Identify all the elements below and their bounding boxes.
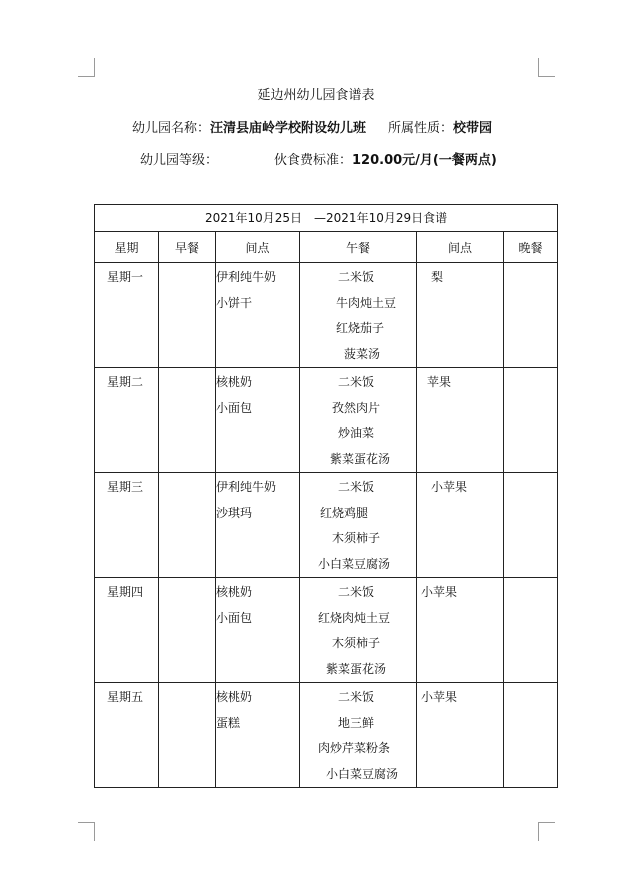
dinner-cell [504,683,558,788]
lunch-item: 二米饭 [338,375,375,389]
snack-morning-cell-content [216,368,299,421]
weekday-label: 星期一 [107,270,144,284]
snack-morning-cell-content [216,473,299,526]
weekday-cell [95,368,159,473]
lunch-item: 木须柿子 [332,531,381,545]
snack-afternoon-item: 小苹果 [421,585,458,599]
lunch-cell-content [300,368,416,472]
fee-standard-line [274,152,497,170]
lunch-item: 二米饭 [338,480,375,494]
lunch-cell-content [300,578,416,682]
lunch-item: 二米饭 [338,585,375,599]
snack-morning-item: 伊利纯牛奶 [216,270,277,284]
snack-afternoon-cell [417,683,504,788]
lunch-item: 牛肉炖土豆 [336,295,397,310]
snack-morning-cell [216,578,300,683]
lunch-item: 孜然肉片 [332,400,381,415]
header-dinner: 晚餐 [504,232,558,263]
grade-label: 幼儿园等级： [140,153,219,168]
breakfast-cell-content [159,473,215,475]
lunch-item: 小白菜豆腐汤 [326,766,399,781]
snack-afternoon-cell [417,473,504,578]
name-label: 幼儿园名称： [132,121,211,136]
snack-morning-item: 蛋糕 [216,715,241,730]
breakfast-cell [159,368,216,473]
crop-mark-top-right [538,58,555,77]
snack-morning-cell-content [216,683,299,736]
lunch-item: 红烧鸡腿 [320,505,369,520]
dinner-cell-content [504,473,557,475]
header-snack-morning: 间点 [216,232,300,263]
nature-value: 校带园 [453,121,493,136]
snack-afternoon-cell-content [417,578,503,606]
lunch-cell [300,473,417,578]
snack-afternoon-cell [417,263,504,368]
weekday-cell-content [95,578,158,606]
lunch-item: 肉炒芹菜粉条 [318,741,391,755]
header-breakfast: 早餐 [159,232,216,263]
lunch-item: 地三鲜 [338,715,375,730]
kindergarten-nature-line [388,120,492,138]
snack-morning-cell [216,368,300,473]
table-caption: 2021年10月25日 —2021年10月29日食谱 [95,205,558,232]
table-row [95,683,558,788]
snack-afternoon-item: 苹果 [427,375,452,389]
breakfast-cell [159,578,216,683]
weekday-cell-content [95,368,158,396]
snack-afternoon-cell-content [417,263,503,291]
weekday-cell [95,683,159,788]
dinner-cell [504,263,558,368]
weekday-label: 星期四 [107,585,144,599]
snack-morning-cell-content [216,263,299,316]
snack-morning-cell [216,263,300,368]
lunch-item: 木须柿子 [332,636,381,650]
fee-label: 伙食费标准： [274,153,353,168]
dinner-cell-content [504,263,557,265]
snack-morning-item: 沙琪玛 [216,505,253,520]
weekday-cell-content [95,683,158,711]
weekday-cell [95,578,159,683]
dinner-cell [504,578,558,683]
weekday-label: 星期五 [107,690,144,704]
snack-afternoon-cell-content [417,473,503,501]
lunch-cell-content [300,683,416,787]
breakfast-cell [159,473,216,578]
snack-morning-item: 小饼干 [216,295,253,310]
lunch-cell [300,683,417,788]
snack-afternoon-item: 小苹果 [431,480,468,494]
lunch-item: 紫菜蛋花汤 [326,661,387,676]
snack-afternoon-cell [417,578,504,683]
lunch-cell [300,368,417,473]
snack-morning-item: 伊利纯牛奶 [216,480,277,494]
fee-value: 120.00元/月(一餐两点) [352,153,497,168]
lunch-cell-content [300,263,416,367]
crop-mark-top-left [78,58,95,77]
table-row [95,263,558,368]
lunch-item: 炒油菜 [338,426,375,440]
dinner-cell [504,473,558,578]
header-snack-afternoon: 间点 [417,232,504,263]
lunch-item: 红烧茄子 [336,321,385,335]
snack-afternoon-cell-content [417,368,503,396]
snack-morning-item: 小面包 [216,400,253,415]
weekday-cell [95,263,159,368]
lunch-item: 菠菜汤 [344,346,381,361]
dinner-cell-content [504,683,557,685]
document-title: 延边州幼儿园食谱表 [257,88,375,103]
lunch-item: 红烧肉炖土豆 [318,610,391,625]
crop-mark-bottom-left [78,822,95,841]
table-row [95,473,558,578]
weekday-cell [95,473,159,578]
weekday-label: 星期三 [107,480,144,494]
snack-morning-cell-content [216,578,299,631]
dinner-cell-content [504,578,557,580]
snack-morning-cell [216,473,300,578]
snack-afternoon-item: 梨 [431,270,444,284]
nature-label: 所属性质： [388,121,454,136]
snack-afternoon-item: 小苹果 [421,690,458,704]
dinner-cell-content [504,368,557,370]
kindergarten-grade-line [140,152,218,170]
table-header-row [95,232,558,263]
snack-morning-item: 核桃奶 [216,690,253,704]
breakfast-cell-content [159,368,215,370]
snack-afternoon-cell-content [417,683,503,711]
lunch-item: 小白菜豆腐汤 [318,556,391,571]
table-row [95,578,558,683]
snack-morning-cell [216,683,300,788]
header-lunch: 午餐 [300,232,417,263]
header-weekday: 星期 [95,232,159,263]
snack-afternoon-cell [417,368,504,473]
lunch-item: 二米饭 [338,270,375,284]
dinner-cell [504,368,558,473]
breakfast-cell [159,683,216,788]
lunch-item: 紫菜蛋花汤 [330,451,391,466]
weekday-cell-content [95,263,158,291]
name-value: 汪清县庙岭学校附设幼儿班 [210,121,367,136]
lunch-cell [300,263,417,368]
weekly-menu-table [94,204,558,788]
breakfast-cell-content [159,263,215,265]
snack-morning-item: 核桃奶 [216,375,253,389]
table-caption-row [95,205,558,232]
weekday-label: 星期二 [107,375,144,389]
snack-morning-item: 核桃奶 [216,585,253,599]
lunch-cell-content [300,473,416,577]
breakfast-cell-content [159,578,215,580]
crop-mark-bottom-right [538,822,555,841]
breakfast-cell [159,263,216,368]
lunch-item: 二米饭 [338,690,375,704]
lunch-cell [300,578,417,683]
breakfast-cell-content [159,683,215,685]
table-row [95,368,558,473]
kindergarten-name-line [132,120,366,138]
snack-morning-item: 小面包 [216,610,253,625]
weekday-cell-content [95,473,158,501]
